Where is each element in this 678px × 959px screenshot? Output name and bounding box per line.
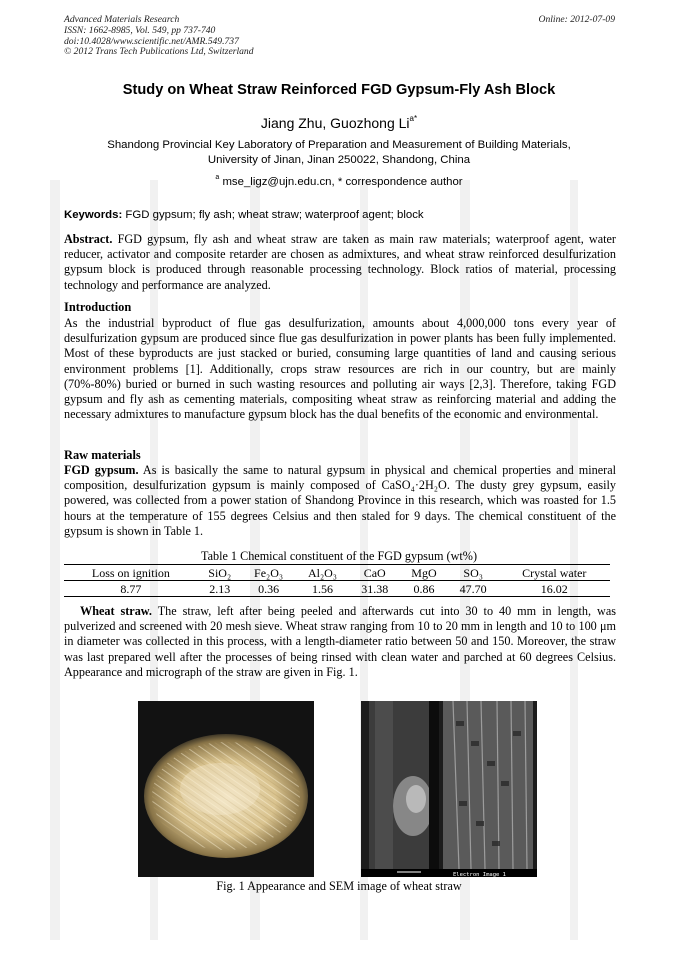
- table-cell: 1.56: [311, 581, 333, 596]
- affiliation-line-2: University of Jinan, Jinan 250022, Shandong, China: [207, 153, 471, 166]
- fgd-gypsum-paragraph: [64, 463, 616, 539]
- journal-name: Advanced Materials Research: [64, 14, 180, 25]
- keywords: [64, 209, 616, 221]
- section-heading-raw-materials: Raw materials: [64, 448, 141, 462]
- chemical-constituent-table: [64, 564, 610, 597]
- wheat-straw-photo: [138, 701, 314, 877]
- straw-text: The straw, left after being peeled and afterwards cut into 30 to 40 mm in length, was pulverized and screened with 20 mesh sieve. Wheat straw ranging from 10 to 20 mm in length and 10 to 100 μm in diameter was collected in this process, with a length-diameter ratio between 50 and 150. Moreover, the straw was last prepared well after the processes of being rinsed with clean water and parched at 60 degrees Celsius. Appearance and micrograph of the straw are given in Fig. 1.: [64, 604, 616, 679]
- table-cell: 0.36: [258, 581, 280, 596]
- table-header-cell: Loss on ignition: [91, 565, 170, 580]
- table-cell: 16.02: [540, 581, 568, 596]
- table-cell: 47.70: [459, 581, 487, 596]
- fgd-text-2: . The dusty grey gypsum, easily powered, was collected from a power station of Shandong Province in this research, which was roasted for 1.5 hours at the temperature of 155 degrees Celsius and then staled for 9 days. The chemical constituent of the gypsum is shown in Table 1.: [64, 478, 616, 538]
- table-caption: Table 1 Chemical constituent of the FGD gypsum (wt%): [200, 549, 478, 563]
- online-date: Online: 2012-07-09: [538, 14, 615, 25]
- keywords-text: FGD gypsum; fly ash; wheat straw; waterproof agent; block: [122, 209, 424, 221]
- abstract: [64, 232, 616, 293]
- figure-caption: Fig. 1 Appearance and SEM image of wheat straw: [216, 879, 462, 893]
- paper-title: Study on Wheat Straw Reinforced FGD Gypsum-Fly Ash Block: [122, 82, 556, 98]
- fgd-formula: CaSO₄·2H₂O: [381, 478, 447, 493]
- email-text: mse_ligz@ujn.edu.cn, * correspondence author: [219, 176, 463, 188]
- journal-issn: ISSN: 1662-8985, Vol. 549, pp 737-740: [64, 24, 216, 36]
- table-header-cell: SO₃: [463, 565, 483, 580]
- fgd-label: FGD gypsum.: [64, 463, 139, 477]
- table-row: [64, 581, 610, 597]
- table-header-cell: Crystal water: [522, 565, 587, 580]
- sem-label: Electron Image 1: [453, 872, 506, 877]
- section-heading-introduction: Introduction: [64, 300, 132, 314]
- table-header-cell: CaO: [363, 565, 386, 580]
- paper-authors: [0, 114, 678, 131]
- author-superscript: a*: [409, 114, 418, 123]
- table-cell: 8.77: [120, 581, 142, 596]
- table-cell: 2.13: [209, 581, 231, 596]
- journal-copyright: © 2012 Trans Tech Publications Ltd, Switzerland: [64, 46, 254, 58]
- abstract-label: Abstract.: [64, 232, 113, 246]
- fgd-text-1: As is basically the same to natural gypsum in physical and chemical properties and mineral composition, desulfurization gypsum is mainly composed of: [64, 463, 617, 493]
- table-header-cell: SiO₂: [208, 565, 232, 580]
- keywords-label: Keywords:: [64, 209, 123, 221]
- table-header-row: [64, 565, 610, 581]
- table-cell: 0.86: [413, 581, 435, 596]
- author-email: [0, 174, 678, 188]
- email-superscript: a: [215, 174, 220, 181]
- journal-header: [64, 15, 254, 58]
- table-header-cell: MgO: [411, 565, 437, 580]
- straw-label: Wheat straw.: [80, 604, 152, 618]
- author-names: Jiang Zhu, Guozhong Li: [260, 115, 410, 131]
- introduction-text: As the industrial byproduct of flue gas desulfurization, amounts about 4,000,000 tons every year of desulfurization gypsum are produced since flue gas desulfurization in power plants has been fully implemented. Most of these byproducts are just stacked or buried, consuming large quantities of land and causing serious environment problems [1]. Additionally, crops straw resources are rich in our country, but are mainly (70%-80%) buried or burned in such wasting resources and polluting air ways [2,3]. Therefore, taking FGD gypsum and fly ash as cementing materials, compositing wheat straw as reinforcing material and adding the necessary admixtures to manufacture gypsum block has the dual benefits of the economic and environmental.: [64, 316, 616, 422]
- table-header-cell: Al₂O₃: [307, 565, 337, 580]
- table-header-cell: Fe₂O₃: [254, 565, 284, 580]
- wheat-straw-paragraph: [64, 604, 616, 680]
- journal-doi: doi:10.4028/www.scientific.net/AMR.549.737: [64, 35, 239, 47]
- affiliation: [70, 138, 608, 167]
- abstract-text: FGD gypsum, fly ash and wheat straw are taken as main raw materials; waterproof agent, water reducer, activator and composite retarder are chosen as admixtures, and wheat straw reinforced desulfurization gypsum block is produced through reasonable processing technology. Block ratios of material, processing technology and performance are analyzed.: [64, 232, 616, 292]
- sem-micrograph: [361, 701, 537, 877]
- table-cell: 31.38: [361, 581, 389, 596]
- affiliation-line-1: Shandong Provincial Key Laboratory of Preparation and Measurement of Building Materials,: [107, 139, 571, 151]
